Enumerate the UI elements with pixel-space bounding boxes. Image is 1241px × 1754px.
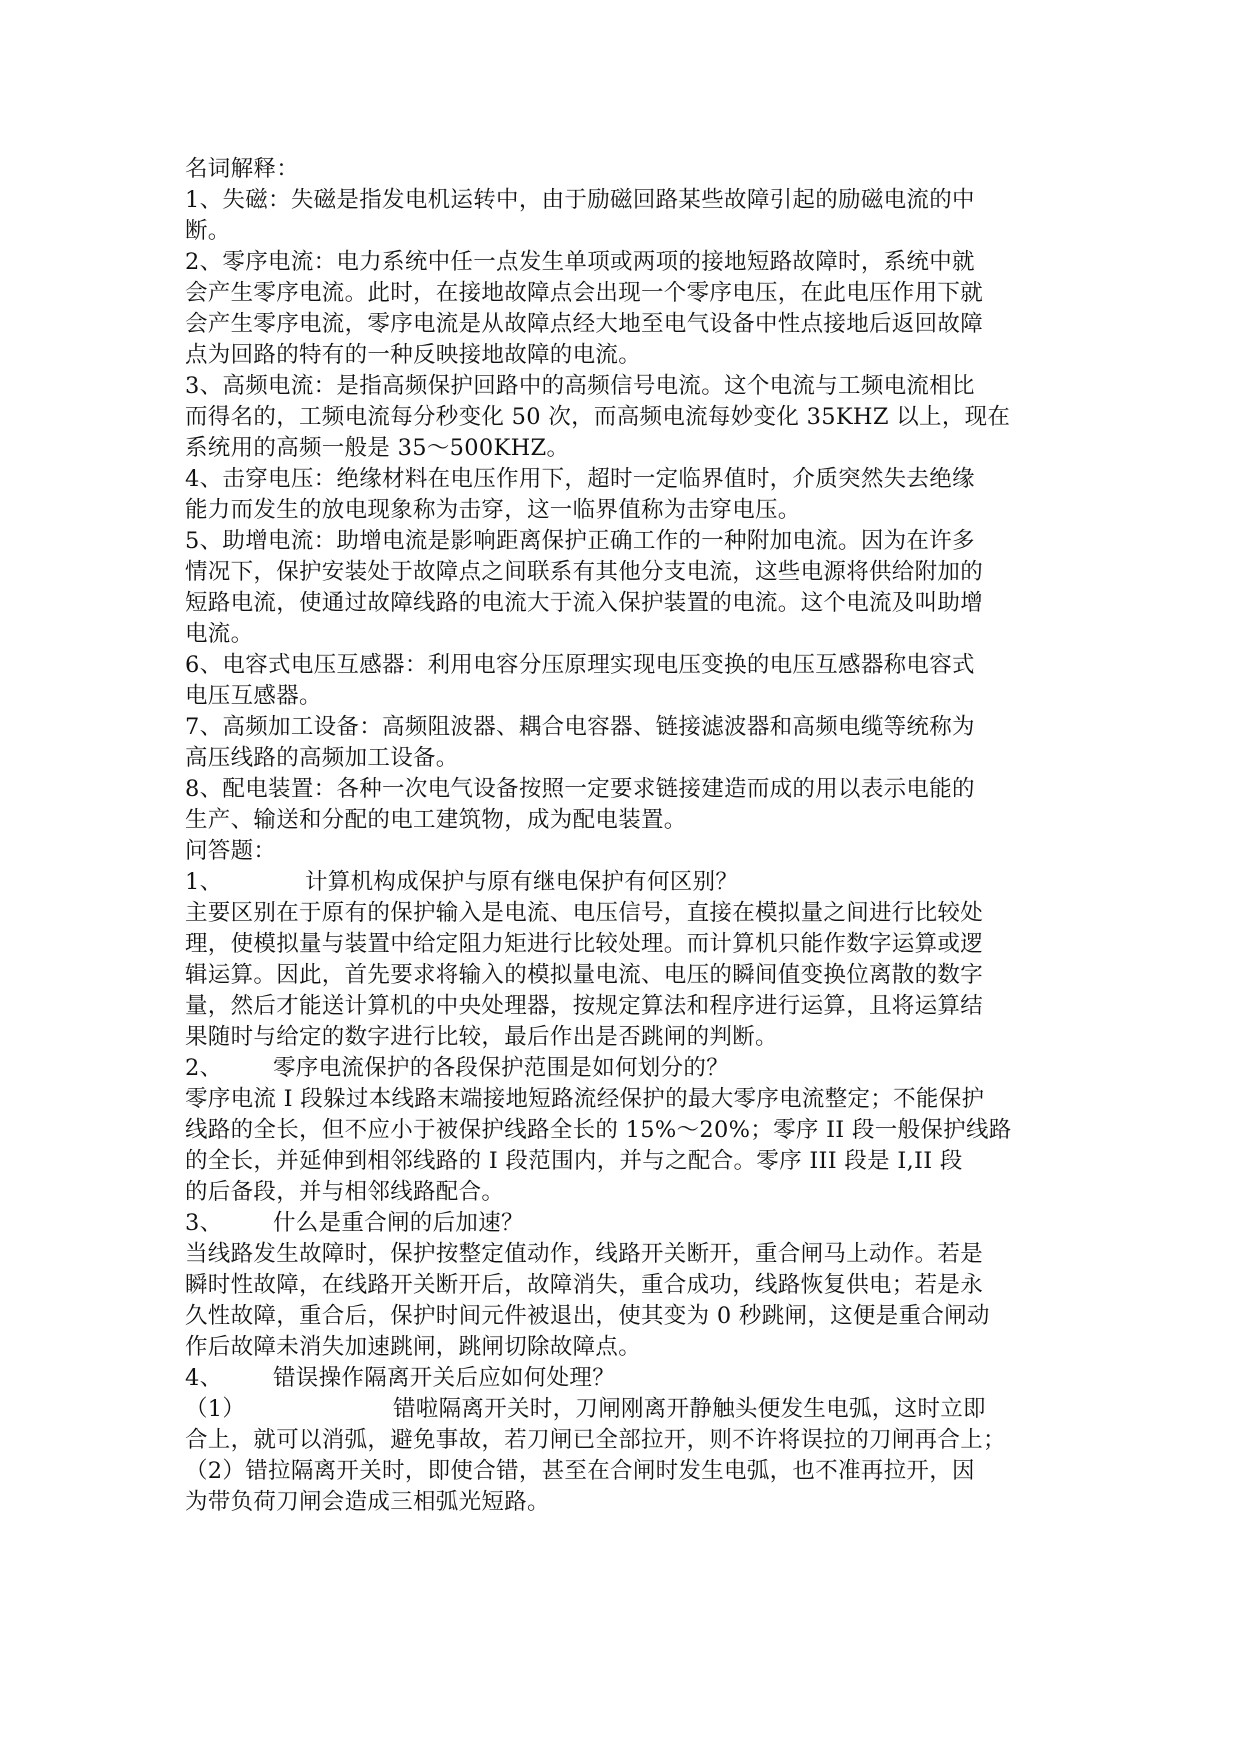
- answer-line: 零序电流 I 段躲过本线路末端接地短路流经保护的最大零序电流整定；不能保护: [185, 1086, 985, 1112]
- term-item: [185, 526, 1065, 650]
- term-line: 会产生零序电流，零序电流是从故障点经大地至电气设备中性点接地后返回故障: [185, 311, 984, 337]
- term-line: 点为回路的特有的一种反映接地故障的电流。: [185, 342, 642, 368]
- question-line: [185, 1363, 1065, 1394]
- question-line: [185, 1208, 1065, 1239]
- sub-item-number: （1）: [185, 1396, 246, 1422]
- answer-line: 当线路发生故障时，保护按整定值动作，线路开关断开，重合闸马上动作。若是: [185, 1241, 984, 1267]
- answer-line: 线路的全长，但不应小于被保护线路全长的 15%～20%；零序 II 段一般保护线路: [185, 1117, 1012, 1143]
- term-line: 1、失磁：失磁是指发电机运转中，由于励磁回路某些故障引起的励磁电流的中: [185, 187, 975, 213]
- term-list: [185, 185, 1065, 836]
- term-item: [185, 650, 1065, 712]
- term-line: 系统用的高频一般是 35～500KHZ。: [185, 435, 570, 461]
- answer-line: [185, 1394, 1065, 1425]
- answer-line: 久性故障，重合后，保护时间元件被退出，使其变为 0 秒跳闸，这便是重合闸动: [185, 1303, 990, 1329]
- question-number: 1、: [185, 869, 223, 895]
- term-line: 5、助增电流：助增电流是影响距离保护正确工作的一种附加电流。因为在许多: [185, 528, 975, 554]
- question-line: [185, 1053, 1065, 1084]
- question-text: 什么是重合闸的后加速？: [273, 1210, 524, 1236]
- term-item: [185, 247, 1065, 371]
- term-line: 8、配电装置：各种一次电气设备按照一定要求链接建造而成的用以表示电能的: [185, 776, 975, 802]
- qa-item: [185, 1053, 1065, 1208]
- answer-line: 量，然后才能送计算机的中央处理器，按规定算法和程序进行运算，且将运算结: [185, 993, 984, 1019]
- term-line: 而得名的，工频电流每分秒变化 50 次，而高频电流每妙变化 35KHZ 以上，现在: [185, 404, 1011, 430]
- term-item: [185, 185, 1065, 247]
- question-number: 3、: [185, 1210, 223, 1236]
- term-line: 会产生零序电流。此时，在接地故障点会出现一个零序电压，在此电压作用下就: [185, 280, 984, 306]
- term-line: 高压线路的高频加工设备。: [185, 745, 459, 771]
- qa-item: [185, 1208, 1065, 1363]
- question-line: [185, 867, 1065, 898]
- term-line: 情况下，保护安装处于故障点之间联系有其他分支电流，这些电源将供给附加的: [185, 559, 984, 585]
- answer-line: 作后故障未消失加速跳闸，跳闸切除故障点。: [185, 1334, 642, 1360]
- term-line: 生产、输送和分配的电工建筑物，成为配电装置。: [185, 807, 687, 833]
- term-line: 电流。: [185, 621, 254, 647]
- term-item: [185, 371, 1065, 464]
- qa-item: [185, 1363, 1065, 1518]
- answer-line: 的后备段，并与相邻线路配合。: [185, 1179, 505, 1205]
- term-line: 7、高频加工设备：高频阻波器、耦合电容器、链接滤波器和高频电缆等统称为: [185, 714, 975, 740]
- terms-section-title: 名词解释：: [185, 156, 300, 182]
- term-line: 短路电流，使通过故障线路的电流大于流入保护装置的电流。这个电流及叫助增: [185, 590, 984, 616]
- term-line: 3、高频电流：是指高频保护回路中的高频信号电流。这个电流与工频电流相比: [185, 373, 975, 399]
- term-item: [185, 774, 1065, 836]
- term-line: 能力而发生的放电现象称为击穿，这一临界值称为击穿电压。: [185, 497, 801, 523]
- term-line: 4、击穿电压：绝缘材料在电压作用下，超时一定临界值时，介质突然失去绝缘: [185, 466, 975, 492]
- qa-list: [185, 867, 1065, 1518]
- term-line: 电压互感器。: [185, 683, 322, 709]
- term-line: 6、电容式电压互感器：利用电容分压原理实现电压变换的电压互感器称电容式: [185, 652, 975, 678]
- answer-line: （2）错拉隔离开关时，即使合错，甚至在合闸时发生电弧，也不准再拉开，因: [185, 1458, 975, 1484]
- answer-line: 辑运算。因此，首先要求将输入的模拟量电流、电压的瞬间值变换位离散的数字: [185, 962, 984, 988]
- term-item: [185, 464, 1065, 526]
- answer-line: 理，使模拟量与装置中给定阻力矩进行比较处理。而计算机只能作数字运算或逻: [185, 931, 984, 957]
- answer-line: 主要区别在于原有的保护输入是电流、电压信号，直接在模拟量之间进行比较处: [185, 900, 984, 926]
- term-item: [185, 712, 1065, 774]
- question-number: 4、: [185, 1365, 223, 1391]
- answer-line: 的全长，并延伸到相邻线路的 I 段范围内，并与之配合。零序 III 段是 I,II 段: [185, 1148, 963, 1174]
- answer-line: 合上，就可以消弧，避免事故，若刀闸已全部拉开，则不许将误拉的刀闸再合上；: [185, 1427, 1006, 1453]
- question-text: 零序电流保护的各段保护范围是如何划分的？: [273, 1055, 730, 1081]
- question-number: 2、: [185, 1055, 223, 1081]
- document-page: [185, 154, 1065, 1518]
- answer-line: 果随时与给定的数字进行比较，最后作出是否跳闸的判断。: [185, 1024, 778, 1050]
- answer-line: 为带负荷刀闸会造成三相弧光短路。: [185, 1489, 550, 1515]
- qa-item: [185, 867, 1065, 1053]
- question-text: 错误操作隔离开关后应如何处理？: [273, 1365, 616, 1391]
- qa-section-title: 问答题：: [185, 838, 277, 864]
- sub-item-text: 错啦隔离开关时，刀闸刚离开静触头便发生电弧，这时立即: [393, 1396, 986, 1422]
- term-line: 2、零序电流：电力系统中任一点发生单项或两项的接地短路故障时，系统中就: [185, 249, 975, 275]
- question-text: 计算机构成保护与原有继电保护有何区别？: [305, 869, 739, 895]
- answer-line: 瞬时性故障，在线路开关断开后，故障消失，重合成功，线路恢复供电；若是永: [185, 1272, 984, 1298]
- term-line: 断。: [185, 218, 231, 244]
